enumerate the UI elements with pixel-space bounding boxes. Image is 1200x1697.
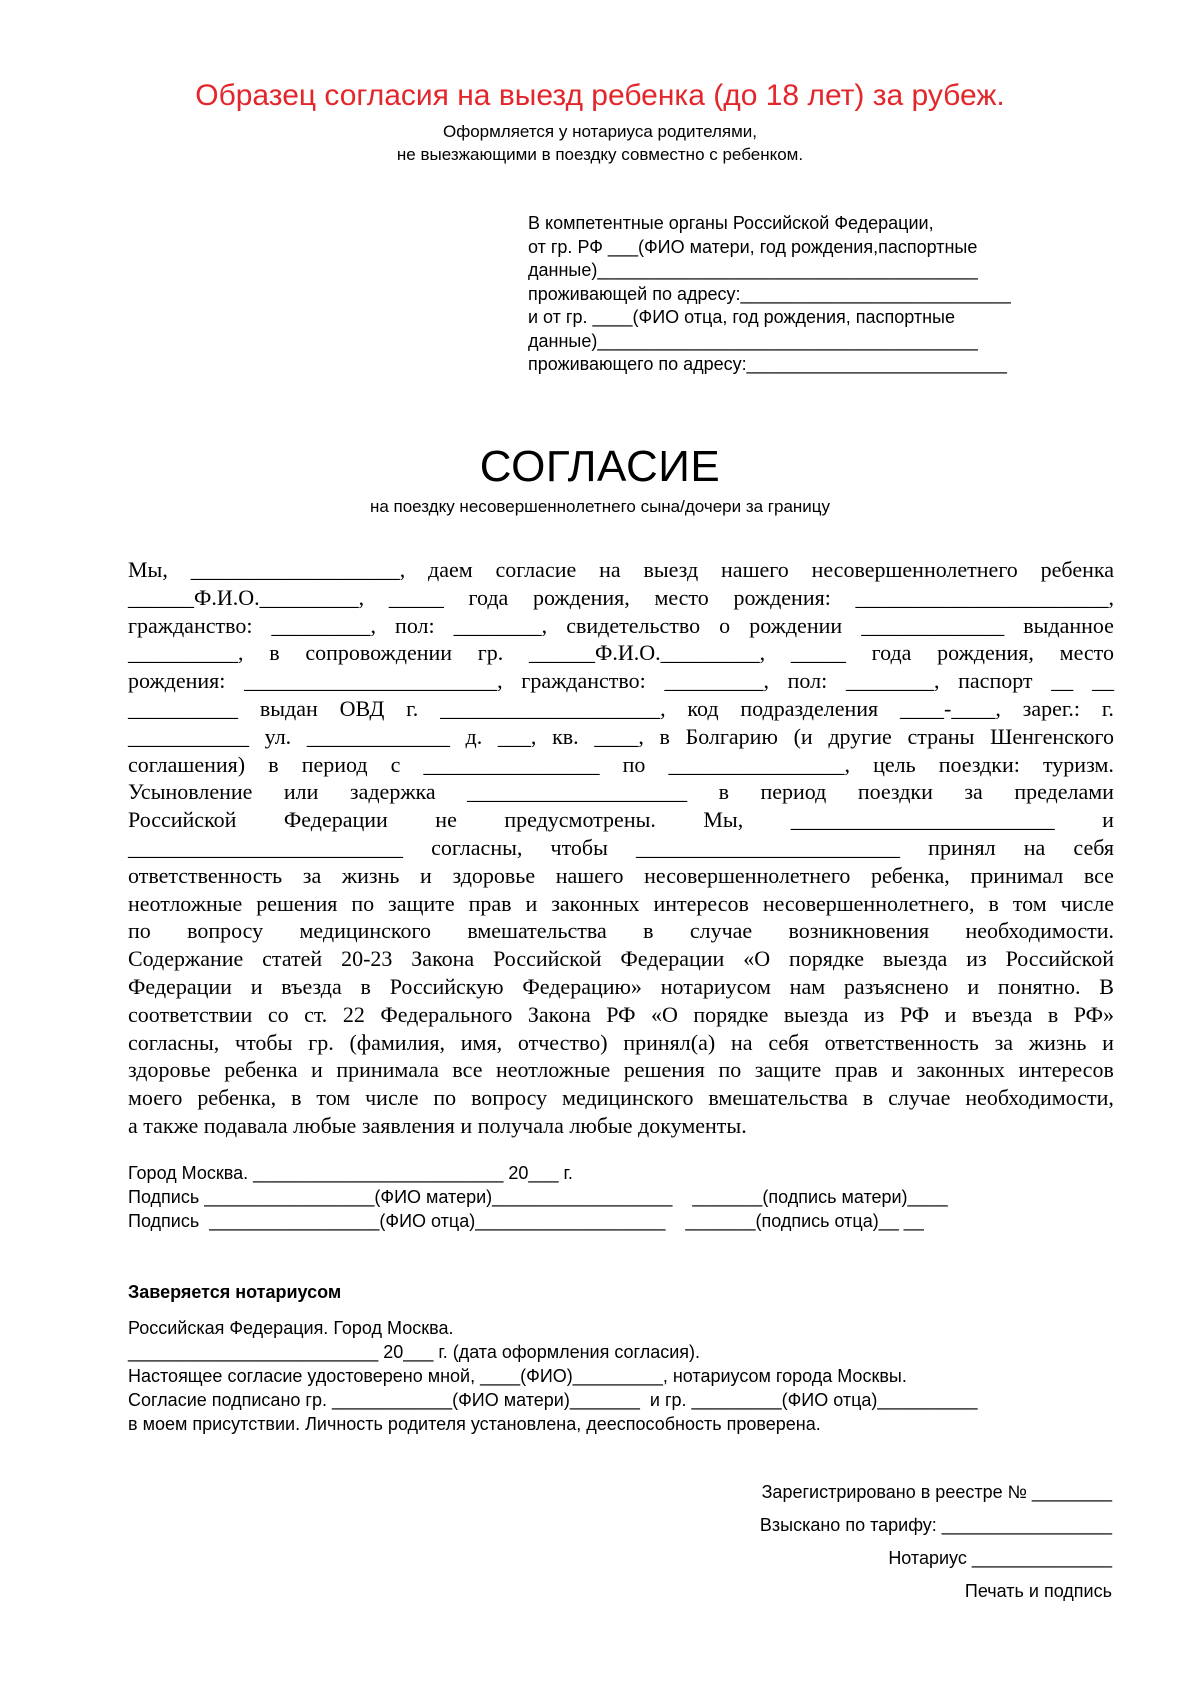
body-word: рождения, [937, 640, 1034, 666]
body-line [128, 612, 1114, 640]
body-word: медицинского [299, 918, 431, 944]
body-line [128, 834, 1114, 862]
notary-line: Настоящее согласие удостоверено мной, ____(ФИО)_________, нотариусом города Москвы. [128, 1366, 907, 1386]
body-word: имя, [460, 1029, 503, 1055]
addressee-line: и от гр. ____(ФИО отца, год рождения, паспортные [528, 307, 956, 327]
body-word: поездки: [938, 751, 1020, 777]
document-subtitle: на поездку несовершеннолетнего сына/дочери за границу [369, 497, 831, 516]
notary-heading: Заверяется нотариусом [128, 1282, 342, 1302]
body-word: несовершеннолетнего [644, 862, 851, 888]
body-word: неотложные [128, 890, 243, 916]
body-word: _________________________ [128, 834, 403, 860]
body-word: гр. [308, 1029, 334, 1055]
body-word: вмешательства [467, 918, 607, 944]
body-word: со [267, 1001, 289, 1027]
body-word: свидетельство [566, 612, 701, 638]
body-line [128, 862, 1114, 890]
body-line [128, 1001, 1114, 1029]
body-word: пол: [395, 612, 435, 638]
body-word: даем [428, 557, 473, 582]
body-word: и [311, 1057, 323, 1083]
body-word: __ [1091, 668, 1114, 694]
body-word: г. [406, 695, 419, 721]
body-line [128, 778, 1114, 806]
body-word: в [268, 751, 279, 777]
body-word: период [760, 779, 827, 805]
body-word: согласны, [128, 1029, 220, 1055]
body-word: в [643, 918, 654, 944]
body-word: ____________________, [440, 695, 666, 721]
consent-body [128, 556, 1114, 1140]
tariff-line: Взыскано по тарифу: _________________ [759, 1515, 1112, 1535]
body-line [128, 1056, 1114, 1084]
body-word: согласны, [431, 834, 523, 860]
body-word: въезда [281, 973, 342, 999]
body-word: необходимости, [965, 1085, 1114, 1111]
body-word: выданное [1023, 612, 1114, 638]
body-word: случае [689, 918, 753, 944]
registry-number-line: Зарегистрировано в реестре № ________ [761, 1482, 1112, 1502]
body-word: принял(а) [623, 1029, 716, 1055]
body-word: по [433, 1085, 457, 1111]
body-word: зарег.: [1022, 695, 1081, 721]
body-word: жизнь [1028, 1029, 1087, 1055]
body-word: статей [262, 946, 323, 972]
body-word: согласие [495, 557, 577, 582]
body-word: случае [888, 1085, 951, 1111]
body-word: защите [388, 890, 455, 916]
body-word: туризм. [1042, 751, 1114, 777]
body-word: не [435, 807, 457, 833]
body-word: моего [128, 1085, 183, 1111]
body-line [128, 751, 1114, 779]
body-word: _____ [790, 640, 846, 666]
body-word: в [360, 973, 371, 999]
body-word: РФ [899, 1001, 930, 1027]
addressee-line: В компетентные органы Российской Федерации, [528, 213, 934, 233]
body-word: или [283, 779, 319, 805]
body-word: В [1099, 973, 1114, 999]
body-line [128, 723, 1114, 751]
body-word: интересов [653, 890, 749, 916]
body-line [128, 1029, 1114, 1057]
body-word: нашего [721, 557, 789, 582]
notary-block [128, 1280, 1128, 1436]
body-word: все [452, 1057, 483, 1083]
body-word: несовершеннолетнего [811, 557, 1018, 582]
body-word: __________, [128, 640, 244, 666]
body-line [128, 695, 1114, 723]
body-word: за [302, 862, 322, 888]
body-word: себя [768, 1029, 809, 1055]
body-word: __________ [128, 695, 238, 721]
body-word: другие [828, 723, 892, 749]
body-word: ________, [845, 668, 940, 694]
body-word: законных [551, 890, 640, 916]
body-word: здоровье [128, 1057, 211, 1083]
body-word: рождения, [532, 584, 630, 610]
body-word: по [718, 1057, 742, 1083]
body-word: том [1012, 890, 1047, 916]
body-word: Мы, [703, 807, 744, 833]
father-signature-line: Подпись _________________(ФИО отца)___________________ _______(подпись отца)__ __ [128, 1211, 924, 1231]
body-word: нашего [555, 862, 624, 888]
body-word: _____________ [306, 723, 450, 749]
body-word: вопросу [187, 918, 264, 944]
body-word: интересов [1018, 1057, 1114, 1083]
body-word: жизнь [341, 862, 400, 888]
body-word: цель [873, 751, 916, 777]
body-word: о [719, 612, 731, 638]
body-word: все [1083, 862, 1114, 888]
body-word: в [269, 640, 280, 666]
body-word: ____-____, [900, 695, 1001, 721]
body-word: медицинского [562, 1085, 694, 1111]
addressee-line: от гр. РФ ___(ФИО матери, год рождения,паспортные [528, 236, 978, 257]
body-word: из [863, 1001, 885, 1027]
body-word: Российской [1005, 946, 1114, 972]
notary-line: Российская Федерация. Город Москва. [128, 1318, 454, 1338]
body-line [128, 1112, 1114, 1140]
body-word: _________, [271, 612, 376, 638]
body-word: необходимости. [965, 918, 1114, 944]
body-line [128, 639, 1114, 667]
body-word: на [730, 1029, 753, 1055]
body-word: Закона [527, 1001, 591, 1027]
notary-signature-line: Нотариус ______________ [888, 1548, 1112, 1568]
body-word: и [1102, 1029, 1114, 1055]
body-word: ______Ф.И.О._________, [128, 584, 365, 610]
body-word: в [862, 1085, 874, 1111]
body-word: РФ [606, 1001, 636, 1027]
notary-line: в моем присутствии. Личность родителя установлена, дееспособность проверена. [128, 1414, 821, 1434]
body-word: и [944, 1001, 957, 1027]
body-word: _________, [664, 668, 769, 694]
body-word: себя [1073, 834, 1114, 860]
body-word: Шенгенского [990, 723, 1114, 749]
sample-subtitle-line: Оформляется у нотариуса родителями, [443, 122, 757, 141]
body-line [128, 890, 1114, 918]
body-word: числе [1060, 890, 1114, 916]
body-word: в [988, 890, 999, 916]
body-word: вопросу [471, 1085, 548, 1111]
body-word: 22 [342, 1001, 365, 1027]
body-word: паспорт [958, 668, 1033, 694]
body-word: из [966, 946, 987, 972]
body-word: принимал [970, 862, 1064, 888]
body-word: 20-23 [341, 946, 393, 972]
signatures-block [128, 1161, 1108, 1233]
body-word: __ [1051, 668, 1074, 694]
body-word: и [250, 973, 263, 999]
body-word: несовершеннолетнего, [762, 890, 975, 916]
body-word: выезд [643, 557, 699, 582]
body-word: _____________ [861, 612, 1005, 638]
body-word: защите [754, 1057, 822, 1083]
body-word: ___________ [128, 723, 249, 749]
body-word: пол: [787, 668, 828, 694]
body-word: поездки [857, 779, 933, 805]
registry-block [600, 1480, 1112, 1612]
body-word: на [599, 557, 621, 582]
body-word: в [659, 723, 670, 749]
body-line [128, 973, 1114, 1001]
body-word: выезда [783, 1001, 849, 1027]
body-line [128, 806, 1114, 834]
body-line [128, 917, 1114, 945]
body-word: ________________________ [636, 834, 901, 860]
body-word: ___________________, [190, 557, 406, 582]
body-word: вмешательства [708, 1085, 848, 1111]
body-word: ответственность [824, 1029, 979, 1055]
body-word: неотложные [496, 1057, 611, 1083]
body-word: ________, [453, 612, 548, 638]
body-word: г. [1101, 695, 1114, 721]
body-word: Федерацию» [522, 973, 642, 999]
body-word: ребенка, [197, 1085, 277, 1111]
body-word: гр. [477, 640, 504, 666]
body-word: выдан [259, 695, 318, 721]
body-word: в [718, 779, 729, 805]
body-word: рождения: [128, 668, 226, 694]
body-word: соответствии [128, 1001, 253, 1027]
body-word: на [1023, 834, 1046, 860]
body-word: порядке [693, 1001, 769, 1027]
notary-line: Согласие подписано гр. ____________(ФИО матери)_______ и гр. _________(ФИО отца)__________ [128, 1390, 978, 1410]
body-word: по [622, 751, 646, 777]
addressee-line: проживающей по адресу:___________________________ [528, 283, 1011, 304]
addressee-line: проживающего по адресу:__________________________ [528, 354, 1007, 374]
body-word: рождении [749, 612, 843, 638]
body-word: ______Ф.И.О._________, [529, 640, 766, 666]
body-word: за [964, 779, 983, 805]
body-line [128, 945, 1114, 973]
body-word: и [525, 890, 538, 916]
body-word: а также подавала любые заявления и получала любые документы. [128, 1112, 747, 1138]
body-word: и [420, 862, 432, 888]
body-word: РФ» [1073, 1001, 1114, 1027]
body-word: здоровье [452, 862, 536, 888]
body-word: за [994, 1029, 1014, 1055]
body-word: рождения: [733, 584, 831, 610]
sample-subtitle [0, 120, 1200, 166]
body-word: пределами [1014, 779, 1114, 805]
body-word: законных [916, 1057, 1005, 1083]
document-title: СОГЛАСИЕ [479, 442, 721, 491]
body-word: отчество) [517, 1029, 608, 1055]
body-word: решения [256, 890, 338, 916]
city-date-line: Город Москва. _________________________ 20___ г. [128, 1163, 573, 1183]
body-word: в [291, 1085, 302, 1111]
body-word: чтобы [235, 1029, 293, 1055]
body-word: страны [907, 723, 975, 749]
body-word: ОВД [339, 695, 385, 721]
body-word: кв. [552, 723, 579, 749]
body-word: «О [651, 1001, 678, 1027]
body-word: _______________________, [855, 584, 1114, 610]
body-word: (фамилия, [349, 1029, 445, 1055]
body-word: Закона [411, 946, 475, 972]
body-word: в [1047, 1001, 1059, 1027]
body-word: сопровождении [305, 640, 453, 666]
body-word: года [468, 584, 509, 610]
body-word: задержка [349, 779, 436, 805]
body-line [128, 556, 1114, 584]
body-line [128, 667, 1114, 695]
body-word: соглашения) [128, 751, 246, 777]
sample-title: Образец согласия на выезд ребенка (до 18 лет) за рубеж. [195, 79, 1005, 112]
body-word: Российскую [389, 973, 504, 999]
body-word: Болгарию [685, 723, 778, 749]
body-word: решения [623, 1057, 705, 1083]
body-line [128, 584, 1114, 612]
body-word: «О [743, 946, 771, 972]
body-word: предусмотрены. [504, 807, 656, 833]
body-word: ребенка, [870, 862, 950, 888]
body-word: прав [468, 890, 512, 916]
body-word: и [891, 1057, 904, 1083]
body-word: Российской [493, 946, 602, 972]
body-word: ул. [264, 723, 292, 749]
body-word: ________________ [423, 751, 600, 777]
body-word: с [390, 751, 401, 777]
body-word: _______________________, [244, 668, 503, 694]
body-word: по [128, 918, 151, 944]
body-word: ________________, [668, 751, 850, 777]
body-word: и [1102, 807, 1114, 833]
body-word: понятно. [997, 973, 1081, 999]
stamp-line: Печать и подпись [964, 1581, 1112, 1601]
body-word: возникновения [788, 918, 930, 944]
body-word: выезда [882, 946, 948, 972]
body-word: ____, [594, 723, 644, 749]
body-word: нотариусом [660, 973, 771, 999]
body-word: код [687, 695, 719, 721]
body-word: гражданство: [128, 612, 253, 638]
addressee-line: данные)______________________________________ [528, 260, 978, 280]
body-word: и [967, 973, 980, 999]
body-word: ст. [304, 1001, 328, 1027]
body-word: Федерации [620, 946, 725, 972]
body-word: подразделения [740, 695, 879, 721]
body-word: разъяснено [843, 973, 949, 999]
body-word: ________________________ [790, 807, 1055, 833]
body-word: ___, [497, 723, 537, 749]
body-word: место [1059, 640, 1114, 666]
body-word: ребенка [224, 1057, 298, 1083]
body-word: том [316, 1085, 351, 1111]
body-word: порядке [788, 946, 864, 972]
body-word: д. [465, 723, 483, 749]
body-word: Мы, [128, 557, 168, 582]
body-word: гражданство: [521, 668, 646, 694]
body-word: Содержание [128, 946, 244, 972]
body-word: принял [928, 834, 996, 860]
body-word: въезда [971, 1001, 1033, 1027]
addressee-line: данные)______________________________________ [528, 330, 978, 351]
body-line [128, 1084, 1114, 1112]
addressee-block [528, 212, 1068, 377]
body-word: ребенка [1040, 557, 1114, 582]
body-word: период [301, 751, 368, 777]
body-word: Российской [128, 807, 237, 833]
body-word: ____________________ [467, 779, 688, 805]
body-word: чтобы [550, 834, 608, 860]
body-word: по [351, 890, 375, 916]
body-word: место [654, 584, 709, 610]
body-word: нам [789, 973, 826, 999]
body-word: (и [793, 723, 813, 749]
body-word: _____ [388, 584, 444, 610]
body-word: принимала [336, 1057, 439, 1083]
notary-line: _________________________ 20___ г. (дата оформления согласия). [128, 1342, 701, 1362]
body-word: Федерации [283, 807, 388, 833]
body-word: Усыновление [128, 779, 253, 805]
sample-subtitle-line: не выезжающими в поездку совместно с ребенком. [396, 145, 804, 164]
body-word: ответственность [128, 862, 283, 888]
body-word: Федерального [380, 1001, 513, 1027]
mother-signature-line: Подпись _________________(ФИО матери)__________________ _______(подпись матери)____ [128, 1187, 948, 1207]
body-word: года [871, 640, 912, 666]
body-word: Федерации [128, 973, 232, 999]
body-word: прав [834, 1057, 878, 1083]
body-word: числе [365, 1085, 419, 1111]
